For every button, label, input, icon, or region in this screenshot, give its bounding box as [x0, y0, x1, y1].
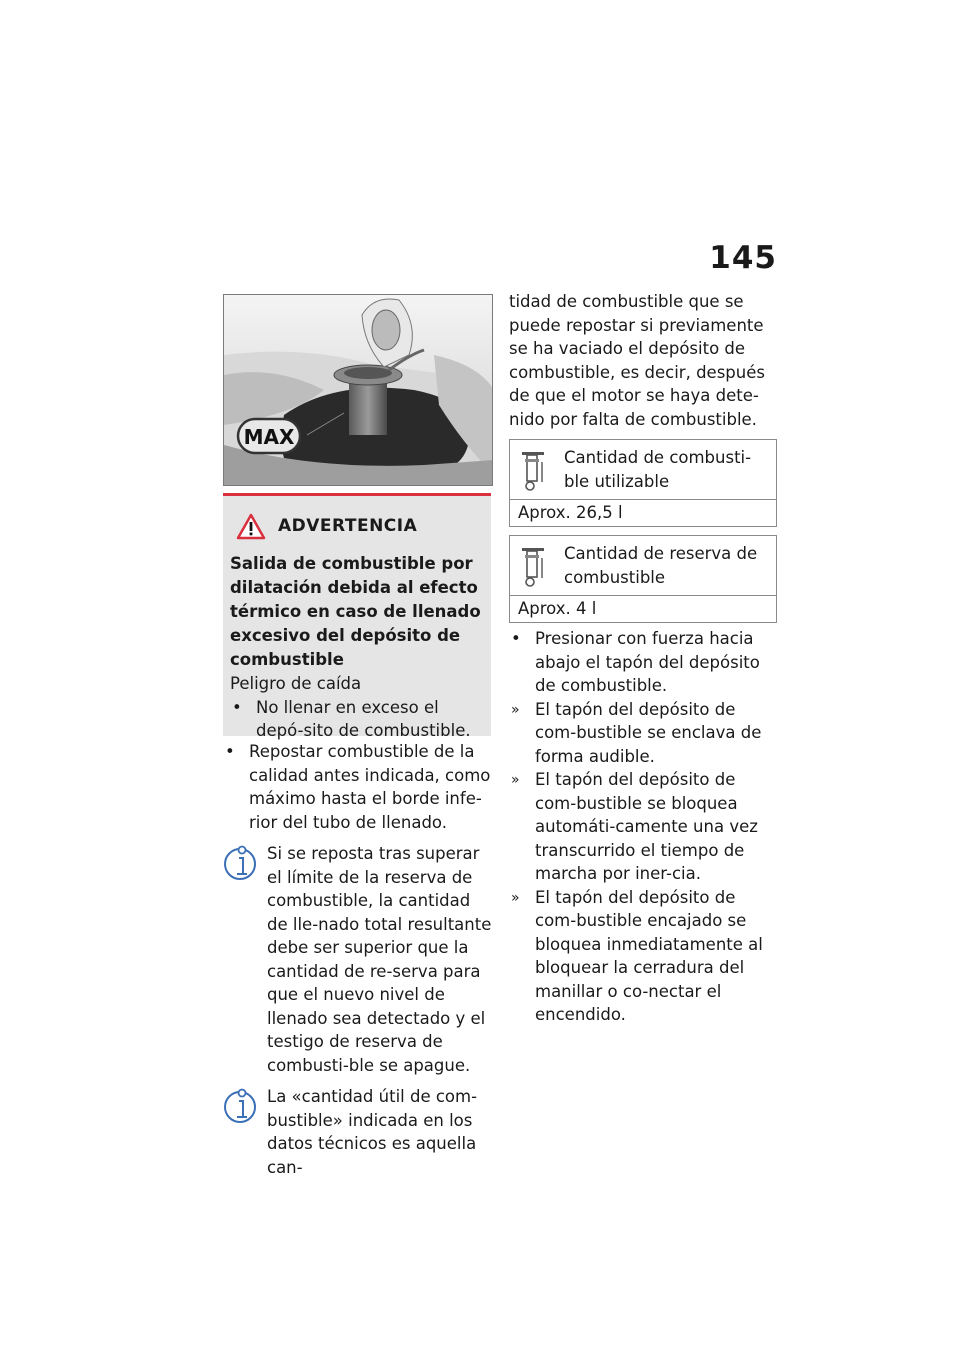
- usable-fuel-label: Cantidad de combusti-ble utilizable: [564, 448, 752, 491]
- reserve-fuel-value: Aprox. 4 l: [510, 595, 776, 622]
- fuel-pump-icon: [518, 448, 550, 492]
- fuel-tank-illustration: [224, 295, 493, 486]
- left-column: [223, 740, 493, 1179]
- result-arrow-icon: »: [511, 889, 520, 906]
- info-note-usable-fuel: [223, 1085, 493, 1179]
- bullet-mark: •: [232, 697, 242, 717]
- reserve-fuel-table: [509, 535, 777, 623]
- info-icon: [223, 1085, 261, 1131]
- max-badge: MAX: [243, 425, 295, 449]
- info-text-usable-fuel: La «cantidad útil de com-bustible» indicada en los datos técnicos es aquella can-: [267, 1087, 478, 1177]
- right-column: [509, 290, 779, 1027]
- warning-action: • No llenar en exceso el depó-sito de combustible.: [232, 697, 471, 740]
- bullet-mark: •: [511, 629, 521, 648]
- result-arrow-icon: »: [511, 772, 520, 788]
- refuel-instruction: • Repostar combustible de la calidad antes indicada, como máximo hasta el borde infe-rior del tubo de llenado.: [225, 742, 491, 832]
- result-item: » El tapón del depósito de com-bustible encajado se bloquea inmediatamente al bloquear la cerradura del manillar o co-nectar el encendido.: [511, 887, 763, 1024]
- info-text-reserve: Si se reposta tras superar el límite de la reserva de combustible, la cantidad de lle-nado total resultante debe ser superior que la cantidad de re-serva para que el nuevo nivel de llenado sea detectado y el testigo de reserva de combusti-ble se apague.: [267, 844, 492, 1075]
- bullet-mark: •: [225, 742, 235, 761]
- fuel-pump-icon: [518, 544, 550, 588]
- fuel-filler-figure: [223, 294, 493, 486]
- warning-description: Salida de combustible por dilatación debida al efecto térmico en caso de llenado excesivo del depósito de combustible: [230, 554, 481, 669]
- warning-box: [223, 493, 491, 740]
- warning-title: ADVERTENCIA: [278, 516, 418, 536]
- result-item: » El tapón del depósito de com-bustible se bloquea automáti-camente una vez transcurrido el tiempo de marcha por iner-cia.: [511, 770, 758, 883]
- usable-fuel-table: [509, 439, 777, 527]
- result-arrow-icon: »: [511, 701, 520, 718]
- press-cap-instruction: • Presionar con fuerza hacia abajo el tapón del depósito de combustible.: [511, 629, 760, 695]
- result-item: » El tapón del depósito de com-bustible se enclava de forma audible.: [511, 699, 762, 766]
- info-note-reserve: [223, 842, 493, 1077]
- reserve-fuel-label: Cantidad de reserva de combustible: [564, 544, 758, 587]
- info-icon: [223, 842, 261, 888]
- continuation-text: tidad de combustible que se puede repostar si previamente se ha vaciado el depósito de combustible, es decir, después de que el motor se haya dete-nido por falta de combustible.: [509, 292, 765, 429]
- usable-fuel-value: Aprox. 26,5 l: [510, 499, 776, 526]
- warning-consequence: Peligro de caída: [230, 674, 362, 693]
- warning-triangle-icon: [236, 513, 266, 540]
- page-number: 145: [709, 240, 777, 276]
